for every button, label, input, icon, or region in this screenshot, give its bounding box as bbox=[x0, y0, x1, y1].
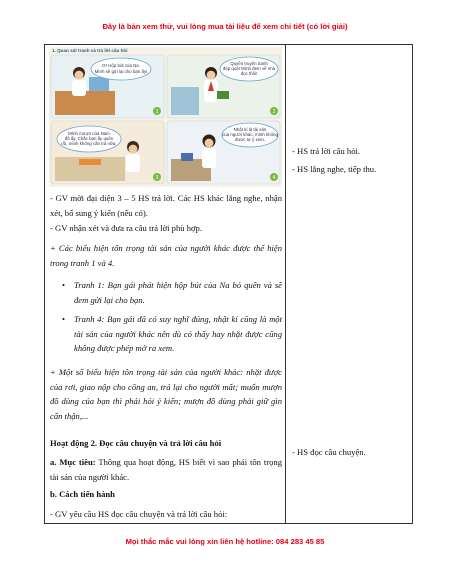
right-response-1: - HS trả lời câu hỏi. bbox=[292, 146, 361, 156]
bullet-tranh-1: • Tranh 1: Bạn gái phát hiện hộp bút của Na bỏ quên và sẽ đem gửi lại cho bạn. bbox=[74, 278, 282, 307]
panel-3-number: 3 bbox=[155, 175, 159, 181]
panel-3-bubble-line-1: Mình mượn của Nam bbox=[68, 131, 110, 136]
preview-banner: Đây là bản xem thử, vui lòng mua tài liệu để xem chi tiết (có lời giải) bbox=[102, 22, 348, 31]
panel-2 bbox=[167, 55, 280, 118]
panel-4-number: 4 bbox=[272, 175, 276, 181]
panel-2-number: 2 bbox=[272, 109, 276, 115]
panel-3 bbox=[51, 121, 164, 184]
panel-1 bbox=[51, 55, 164, 118]
column-divider bbox=[285, 45, 286, 523]
activity-heading: Hoạt động 2. Đọc câu chuyện và trả lời câu hỏi bbox=[50, 438, 222, 448]
left-paragraph-2: - GV nhận xét và đưa ra câu trả lời phù hợp. bbox=[50, 223, 202, 233]
panel-4-bubble-line-2: của người khác, mình không bbox=[222, 132, 278, 137]
panel-1-bubble-line-2: Mình sẽ gửi lại cho bạn ấy! bbox=[94, 69, 148, 74]
goal-label: a. Mục tiêu: bbox=[50, 457, 96, 467]
panel-4 bbox=[167, 121, 280, 184]
right-response-2: - HS lắng nghe, tiếp thu. bbox=[292, 164, 377, 174]
activity-goal bbox=[50, 455, 282, 484]
method-heading: b. Cách tiến hành bbox=[50, 489, 115, 499]
panel-1-number: 1 bbox=[155, 109, 159, 115]
illustration-panels bbox=[49, 47, 282, 187]
hotline-banner: Mọi thắc mắc vui lòng xin liên hệ hotline: 084 283 45 85 bbox=[125, 537, 325, 546]
panel-2-bubble-line-3: đọc thôi! bbox=[240, 71, 258, 76]
panel-2-bubble-line-2: đẹp quá! Mình đem về nhà bbox=[222, 66, 276, 71]
bullet-tranh-4: • Tranh 4: Bạn gái đã có suy nghĩ đúng, nhật kí cũng là một tài sản của người khác nên dù có thấy hay nhặt được cũng không được phép mở ra xem. bbox=[74, 312, 282, 356]
left-paragraph-1: - GV mời đại diện 3 – 5 HS trả lời. Các HS khác lắng nghe, nhận xét, bổ sung ý kiến (nếu có). bbox=[50, 193, 282, 218]
panel-3-bubble-line-3: rồi, mình không cần trả nữa. bbox=[61, 141, 117, 146]
right-response-3: - HS đọc câu chuyện. bbox=[292, 447, 366, 457]
panel-4-bubble-line-3: được tự ý xem. bbox=[235, 137, 265, 142]
lesson-table bbox=[44, 44, 413, 524]
illustration-caption: 1. Quan sát tranh và trả lời câu hỏi bbox=[52, 48, 128, 53]
panel-2-bubble-line-1: Quyển truyện tranh bbox=[230, 61, 268, 66]
goal-text: Thông qua hoạt động, HS biết vì sao phải tôn trọng tài sản của người khác. bbox=[50, 457, 282, 482]
panel-1-bubble-line-1: Ơ! Hộp bút của Na. bbox=[102, 63, 140, 68]
bullet-list bbox=[50, 278, 282, 356]
left-paragraph-5: - GV yêu cầu HS đọc câu chuyện và trả lời câu hỏi: bbox=[50, 509, 228, 519]
left-paragraph-3: + Các biểu hiện tôn trọng tài sản của người khác được thể hiện trong tranh 1 và 4. bbox=[50, 243, 282, 268]
panel-3-bubble-line-2: đồ ấy. Chắc bạn ấy quên bbox=[64, 136, 114, 141]
panel-4-bubble-line-1: Nhật kí là tài sản bbox=[233, 127, 267, 132]
left-paragraph-4: + Một số biểu hiện tôn trọng tài sản của người khác: nhặt được của rơi, giao nộp cho công an, trả lại cho người mất; muốn mượn đồ dùng của bạn thì phải hỏi ý kiến; mượn đồ dùng phải giữ gìn cẩn thận,... bbox=[50, 367, 282, 421]
